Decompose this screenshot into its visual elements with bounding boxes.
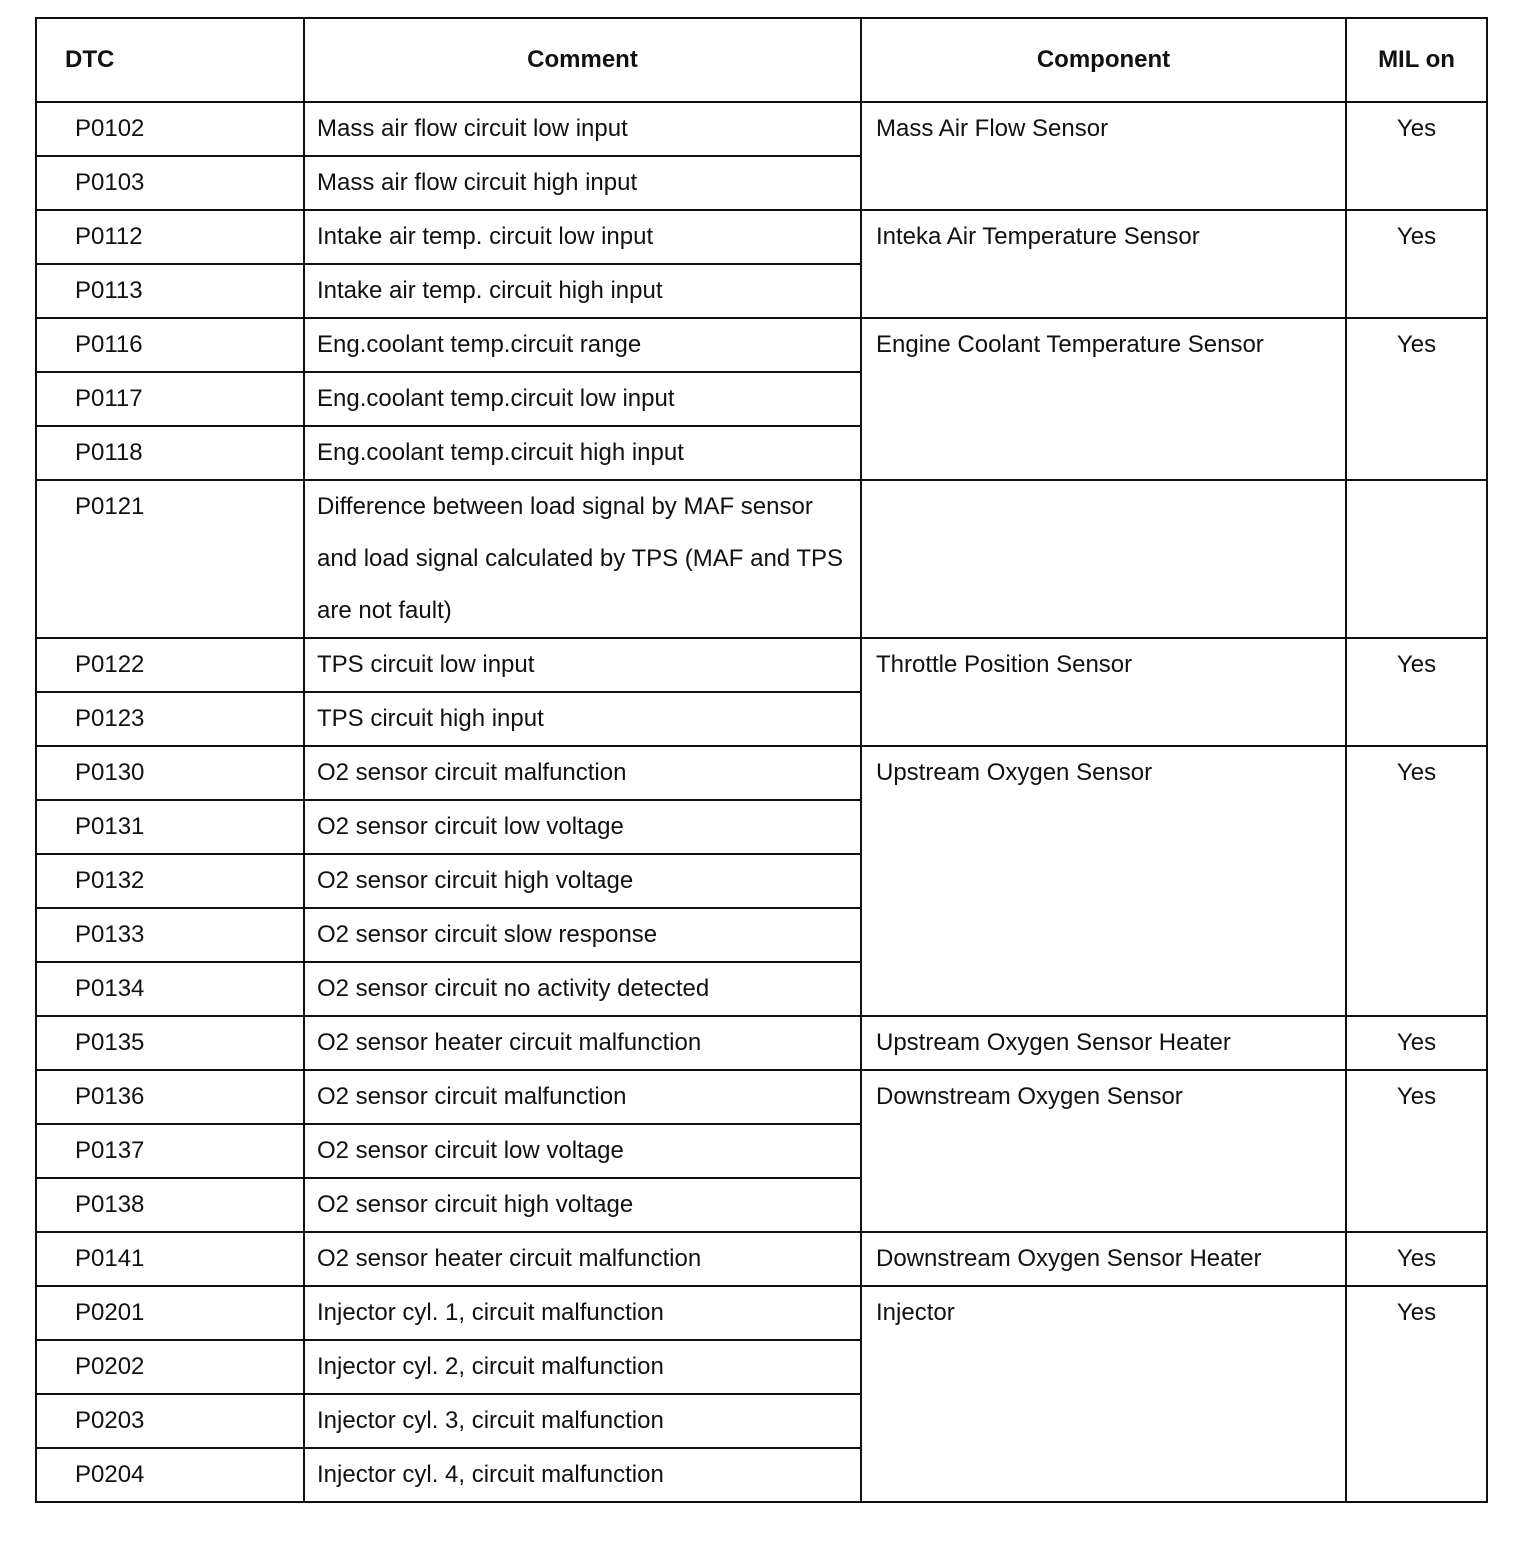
- dtc-cell: P0117: [36, 372, 304, 426]
- dtc-cell: P0103: [36, 156, 304, 210]
- component-cell: Downstream Oxygen Sensor: [861, 1070, 1346, 1232]
- dtc-table: [35, 17, 1488, 1503]
- mil-cell: Yes: [1346, 1286, 1487, 1502]
- mil-cell: Yes: [1346, 102, 1487, 210]
- comment-cell: O2 sensor circuit low voltage: [304, 800, 861, 854]
- comment-cell: Eng.coolant temp.circuit high input: [304, 426, 861, 480]
- dtc-cell: P0118: [36, 426, 304, 480]
- comment-cell: Eng.coolant temp.circuit low input: [304, 372, 861, 426]
- component-cell: Inteka Air Temperature Sensor: [861, 210, 1346, 318]
- comment-cell: O2 sensor heater circuit malfunction: [304, 1016, 861, 1070]
- comment-cell: O2 sensor circuit high voltage: [304, 854, 861, 908]
- comment-cell: O2 sensor circuit low voltage: [304, 1124, 861, 1178]
- dtc-cell: P0138: [36, 1178, 304, 1232]
- table-row: [36, 746, 1487, 800]
- comment-cell: Injector cyl. 4, circuit malfunction: [304, 1448, 861, 1502]
- component-cell: Mass Air Flow Sensor: [861, 102, 1346, 210]
- dtc-cell: P0137: [36, 1124, 304, 1178]
- table-body: [36, 102, 1487, 1502]
- table-row: [36, 210, 1487, 264]
- mil-cell: Yes: [1346, 638, 1487, 746]
- dtc-cell: P0133: [36, 908, 304, 962]
- dtc-cell: P0132: [36, 854, 304, 908]
- comment-cell: Mass air flow circuit low input: [304, 102, 861, 156]
- comment-cell: O2 sensor circuit no activity detected: [304, 962, 861, 1016]
- comment-cell: O2 sensor circuit slow response: [304, 908, 861, 962]
- header-comment: Comment: [304, 18, 861, 102]
- dtc-cell: P0131: [36, 800, 304, 854]
- comment-cell: O2 sensor circuit high voltage: [304, 1178, 861, 1232]
- mil-cell: Yes: [1346, 210, 1487, 318]
- dtc-cell: P0202: [36, 1340, 304, 1394]
- dtc-cell: P0135: [36, 1016, 304, 1070]
- header-row: [36, 18, 1487, 102]
- dtc-cell: P0121: [36, 480, 304, 638]
- comment-cell: O2 sensor circuit malfunction: [304, 1070, 861, 1124]
- dtc-cell: P0204: [36, 1448, 304, 1502]
- table-row: [36, 1070, 1487, 1124]
- table-row: [36, 102, 1487, 156]
- dtc-cell: P0134: [36, 962, 304, 1016]
- table-row: [36, 1286, 1487, 1340]
- dtc-cell: P0203: [36, 1394, 304, 1448]
- mil-cell: Yes: [1346, 746, 1487, 1016]
- table-row: [36, 480, 1487, 638]
- component-cell: Engine Coolant Temperature Sensor: [861, 318, 1346, 480]
- dtc-cell: P0122: [36, 638, 304, 692]
- dtc-cell: P0113: [36, 264, 304, 318]
- comment-cell: Intake air temp. circuit low input: [304, 210, 861, 264]
- comment-cell: Injector cyl. 3, circuit malfunction: [304, 1394, 861, 1448]
- comment-cell: Injector cyl. 1, circuit malfunction: [304, 1286, 861, 1340]
- dtc-cell: P0141: [36, 1232, 304, 1286]
- comment-cell: O2 sensor circuit malfunction: [304, 746, 861, 800]
- comment-cell: TPS circuit high input: [304, 692, 861, 746]
- comment-cell: O2 sensor heater circuit malfunction: [304, 1232, 861, 1286]
- comment-cell: Difference between load signal by MAF sensor and load signal calculated by TPS (MAF and TPS are not fault): [304, 480, 861, 638]
- comment-cell: Mass air flow circuit high input: [304, 156, 861, 210]
- component-cell: Upstream Oxygen Sensor: [861, 746, 1346, 1016]
- header-mil: MIL on: [1346, 18, 1487, 102]
- dtc-cell: P0136: [36, 1070, 304, 1124]
- table-row: [36, 318, 1487, 372]
- component-cell: Injector: [861, 1286, 1346, 1502]
- comment-cell: Injector cyl. 2, circuit malfunction: [304, 1340, 861, 1394]
- component-cell: Throttle Position Sensor: [861, 638, 1346, 746]
- dtc-cell: P0201: [36, 1286, 304, 1340]
- header-dtc: DTC: [36, 18, 304, 102]
- table-row: [36, 1232, 1487, 1286]
- component-cell: [861, 480, 1346, 638]
- mil-cell: [1346, 480, 1487, 638]
- comment-cell: TPS circuit low input: [304, 638, 861, 692]
- dtc-cell: P0130: [36, 746, 304, 800]
- dtc-cell: P0102: [36, 102, 304, 156]
- dtc-cell: P0112: [36, 210, 304, 264]
- mil-cell: Yes: [1346, 1070, 1487, 1232]
- table-row: [36, 1016, 1487, 1070]
- mil-cell: Yes: [1346, 318, 1487, 480]
- component-cell: Upstream Oxygen Sensor Heater: [861, 1016, 1346, 1070]
- table-row: [36, 638, 1487, 692]
- mil-cell: Yes: [1346, 1016, 1487, 1070]
- dtc-cell: P0116: [36, 318, 304, 372]
- comment-cell: Eng.coolant temp.circuit range: [304, 318, 861, 372]
- mil-cell: Yes: [1346, 1232, 1487, 1286]
- header-component: Component: [861, 18, 1346, 102]
- dtc-cell: P0123: [36, 692, 304, 746]
- comment-cell: Intake air temp. circuit high input: [304, 264, 861, 318]
- component-cell: Downstream Oxygen Sensor Heater: [861, 1232, 1346, 1286]
